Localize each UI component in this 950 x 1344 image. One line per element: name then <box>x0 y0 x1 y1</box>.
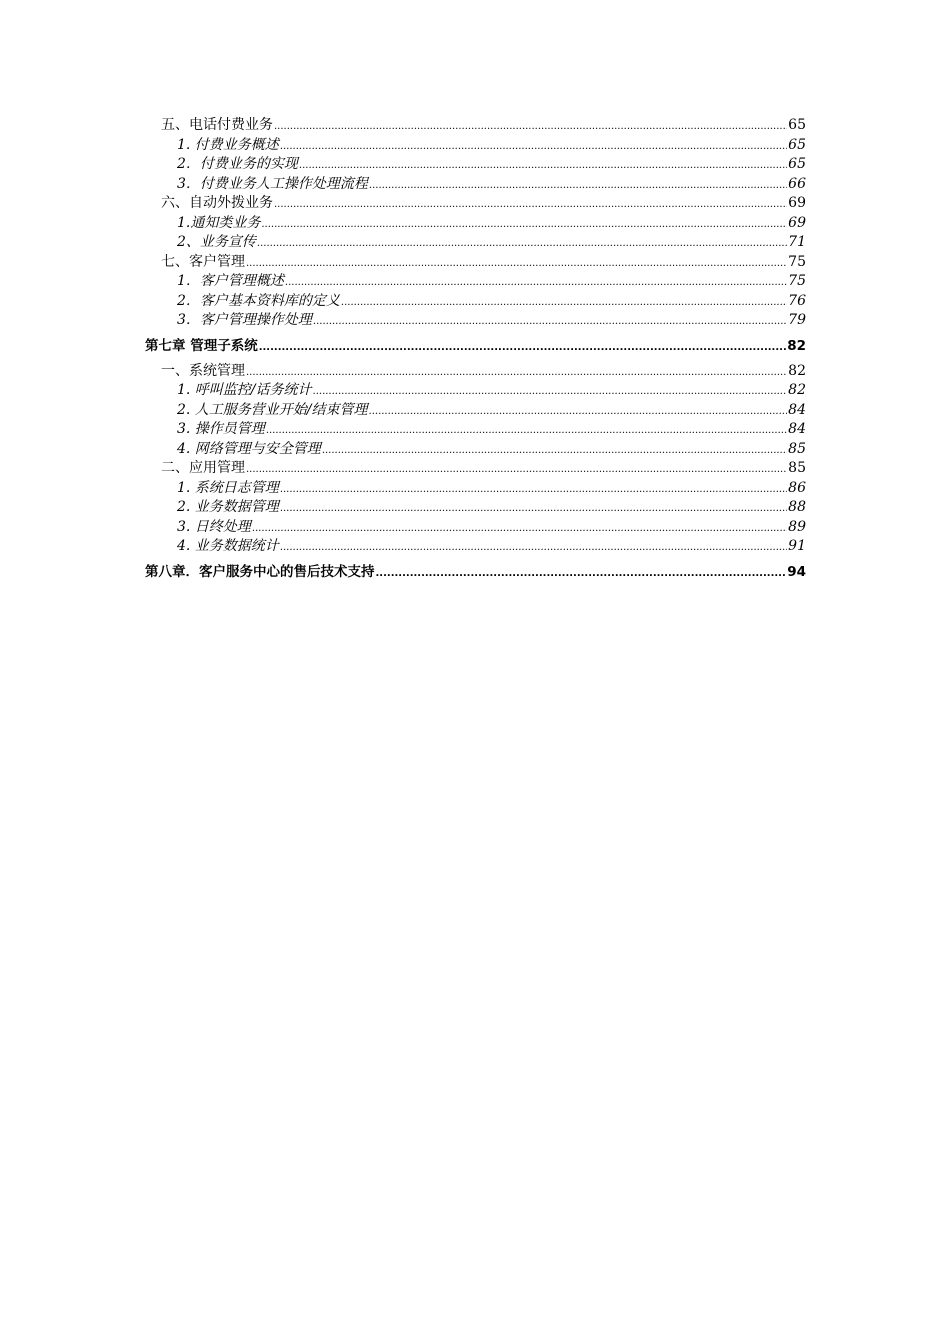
toc-dot-leader <box>369 181 787 191</box>
toc-entry-label: 1.通知类业务 <box>177 214 261 231</box>
table-of-contents <box>145 116 806 588</box>
toc-dot-leader <box>246 368 787 378</box>
toc-entry-label: 1. 呼叫监控/话务统计 <box>177 382 312 398</box>
toc-subsection-entry[interactable] <box>145 479 806 499</box>
toc-page-number: 75 <box>788 273 806 289</box>
toc-page-number: 65 <box>788 136 806 153</box>
toc-entry-label: 4. 业务数据统计 <box>177 538 279 554</box>
toc-entry-label: 第七章 管理子系统 <box>145 337 258 354</box>
toc-page-number: 79 <box>788 312 806 328</box>
toc-entry-label: 五、电话付费业务 <box>161 117 273 133</box>
toc-entry-label: 第八章．客户服务中心的售后技术支持 <box>145 563 375 580</box>
toc-section-entry[interactable] <box>145 459 806 479</box>
toc-dot-leader <box>274 200 787 210</box>
toc-subsection-entry[interactable] <box>145 311 806 331</box>
toc-dot-leader <box>252 524 787 534</box>
toc-dot-leader <box>313 387 788 397</box>
toc-subsection-entry[interactable] <box>145 233 806 253</box>
toc-dot-leader <box>274 122 787 132</box>
toc-page-number: 65 <box>788 117 806 133</box>
toc-page-number: 76 <box>788 292 806 309</box>
toc-dot-leader <box>341 298 787 308</box>
toc-dot-leader <box>285 278 787 288</box>
toc-subsection-entry[interactable] <box>145 381 806 401</box>
toc-page-number: 89 <box>788 518 806 535</box>
toc-page-number: 85 <box>788 440 806 457</box>
toc-page-number: 85 <box>788 460 806 476</box>
toc-page-number: 69 <box>788 214 806 231</box>
toc-dot-leader <box>376 569 787 579</box>
toc-entry-label: 3. 日终处理 <box>177 518 251 535</box>
toc-subsection-entry[interactable] <box>145 420 806 440</box>
toc-page-number: 69 <box>788 195 806 211</box>
toc-dot-leader <box>257 239 787 249</box>
toc-subsection-entry[interactable] <box>145 440 806 460</box>
toc-page-number: 82 <box>787 337 806 354</box>
toc-subsection-entry[interactable] <box>145 498 806 518</box>
toc-subsection-entry[interactable] <box>145 537 806 557</box>
toc-entry-label: 2、业务宣传 <box>177 234 256 250</box>
toc-page-number: 84 <box>788 401 806 418</box>
toc-page-number: 86 <box>788 479 806 496</box>
toc-chapter-entry[interactable] <box>145 561 806 583</box>
toc-entry-label: 3. 操作员管理 <box>177 421 265 437</box>
toc-page-number: 82 <box>788 362 806 379</box>
toc-dot-leader <box>280 543 787 553</box>
toc-entry-label: 1. 付费业务概述 <box>177 136 279 153</box>
toc-dot-leader <box>280 485 787 495</box>
toc-entry-label: 4. 网络管理与安全管理 <box>177 440 321 457</box>
toc-subsection-entry[interactable] <box>145 136 806 156</box>
toc-dot-leader <box>259 343 787 353</box>
toc-entry-label: 3．付费业务人工操作处理流程 <box>177 175 368 192</box>
toc-entry-label: 2. 人工服务营业开始/结束管理 <box>177 401 368 418</box>
toc-dot-leader <box>369 407 788 417</box>
toc-page-number: 65 <box>788 156 806 172</box>
toc-entry-label: 3．客户管理操作处理 <box>177 312 312 328</box>
toc-dot-leader <box>280 142 787 152</box>
toc-dot-leader <box>246 465 787 475</box>
toc-dot-leader <box>322 446 787 456</box>
toc-dot-leader <box>280 504 787 514</box>
toc-dot-leader <box>313 317 787 327</box>
toc-dot-leader <box>266 426 787 436</box>
toc-page-number: 66 <box>788 175 806 192</box>
toc-section-entry[interactable] <box>145 116 806 136</box>
toc-entry-label: 2．付费业务的实现 <box>177 156 298 172</box>
toc-subsection-entry[interactable] <box>145 292 806 312</box>
toc-subsection-entry[interactable] <box>145 272 806 292</box>
toc-page-number: 84 <box>788 421 806 437</box>
toc-subsection-entry[interactable] <box>145 175 806 195</box>
toc-section-entry[interactable] <box>145 194 806 214</box>
toc-section-entry[interactable] <box>145 362 806 382</box>
toc-page-number: 82 <box>788 382 806 398</box>
toc-page-number: 71 <box>788 234 806 250</box>
toc-subsection-entry[interactable] <box>145 214 806 234</box>
toc-entry-label: 二、应用管理 <box>161 460 245 476</box>
toc-section-entry[interactable] <box>145 253 806 273</box>
toc-dot-leader <box>246 259 787 269</box>
toc-subsection-entry[interactable] <box>145 155 806 175</box>
toc-entry-label: 2．客户基本资料库的定义 <box>177 292 340 309</box>
toc-dot-leader <box>261 220 787 230</box>
toc-entry-label: 七、客户管理 <box>161 253 245 270</box>
toc-page-number: 88 <box>788 499 806 515</box>
toc-chapter-entry[interactable] <box>145 335 806 357</box>
toc-subsection-entry[interactable] <box>145 518 806 538</box>
toc-entry-label: 六、自动外拨业务 <box>161 195 273 211</box>
toc-dot-leader <box>299 161 787 171</box>
toc-entry-label: 1．客户管理概述 <box>177 273 284 289</box>
toc-entry-label: 1. 系统日志管理 <box>177 479 279 496</box>
toc-page-number: 91 <box>788 538 806 554</box>
toc-entry-label: 2. 业务数据管理 <box>177 499 279 515</box>
toc-subsection-entry[interactable] <box>145 401 806 421</box>
toc-page-number: 94 <box>787 563 806 580</box>
toc-page-number: 75 <box>788 253 806 270</box>
toc-entry-label: 一、系统管理 <box>161 362 245 379</box>
